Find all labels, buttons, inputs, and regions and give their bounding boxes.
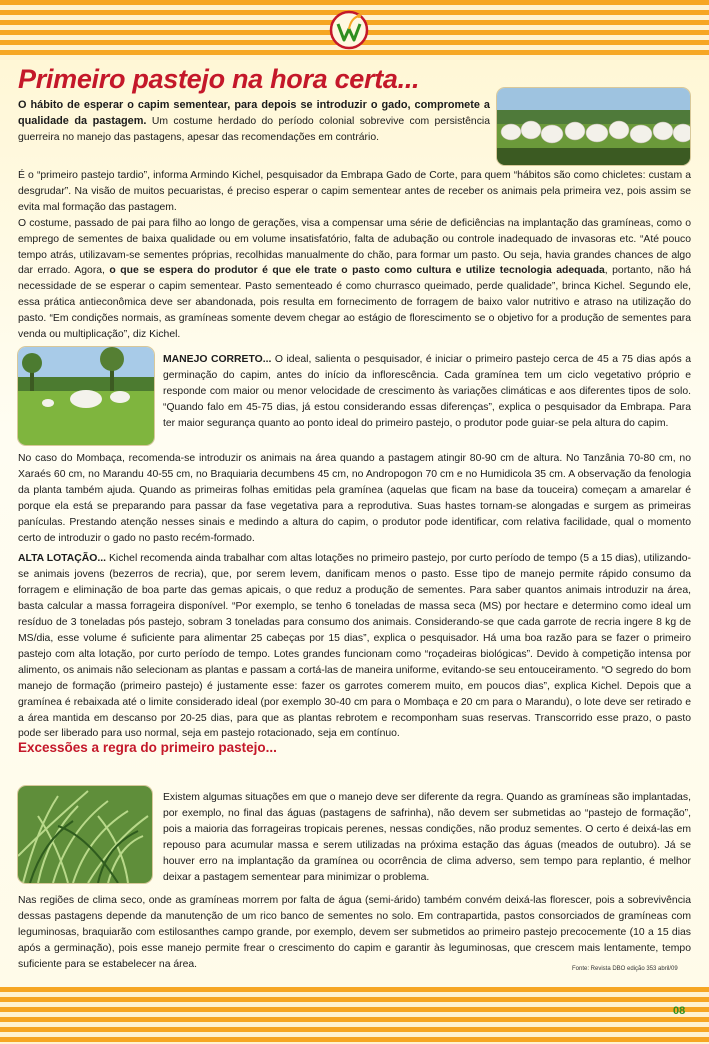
body-text-middle bbox=[18, 451, 691, 742]
logo-icon bbox=[329, 10, 369, 50]
page-number: 08 bbox=[673, 1005, 686, 1017]
intro-rest: Um costume herdado do período colonial sobrevive com persistência guerreira no manejo das pastagens, apesar das recomendações em contrário. bbox=[18, 115, 490, 143]
paragraph-2 bbox=[18, 216, 691, 343]
exceptions-text: Existem algumas situações em que o manejo deve ser diferente da regra. Quando as gramíneas são implantadas, por exemplo, no final das águas (pastagens de safrinha), não devem ser submetidas ao “pastejo de formação”, pois a maioria das forrageiras tropicais perenes, nessas condições, não produz sementes. O certo é deixá-las em repouso para acumular massa e serem utilizadas na próxima estação das águas (meados de outubro). Já se houver erro na implantação da gramínea ou ocorrência de clima adverso, sem tempo para replantio, é melhor deixar a pastagem sementear para minimizar o problema. bbox=[163, 792, 691, 883]
alta-paragraph bbox=[18, 551, 691, 742]
intro-paragraph bbox=[18, 98, 490, 146]
paragraph-2-bold: o que se espera do produtor é que ele trate o pasto como cultura e utilize tecnologia adequada bbox=[109, 265, 605, 277]
cows-pasture-photo bbox=[18, 347, 154, 445]
cattle-herd-photo bbox=[497, 88, 690, 165]
exceptions-heading: Excessões a regra do primeiro pastejo... bbox=[18, 740, 277, 755]
paragraph-4: Nas regiões de clima seco, onde as gramíneas morrem por falta de água (semi-árido) também convém deixá-las florescer, pois a sobrevivência dessas pastagens depende da manutenção de um rico banco de sementes no solo. Em contrapartida, pastos consorciados de gramíneas com leguminosas, braquiarão com estilosanthes campo grande, por exemplo, devem ser submetidos ao primeiro pastejo precocemente (10 a 15 dias após a germinação), pois esse manejo permite frear o crescimento do capim e garantir às leguminosas, que crescem mais lentamente, tempo suficiente para se estabelecer na área. bbox=[18, 895, 691, 970]
article-title: Primeiro pastejo na hora certa... bbox=[18, 64, 420, 94]
exceptions-paragraph bbox=[163, 790, 691, 885]
intro-lead: O hábito de esperar o capim sementear, para depois se introduzir o gado, compromete a qualidade da pastagem. bbox=[18, 99, 490, 127]
grass-closeup-photo bbox=[18, 786, 152, 883]
manejo-heading: MANEJO CORRETO... bbox=[163, 354, 272, 365]
manejo-text: O ideal, salienta o pesquisador, é iniciar o primeiro pastejo cerca de 45 a 75 dias após a germinação do capim, antes do início da inflorescência. Cada gramínea tem um ciclo vegetativo próprio e responde com maior ou menor velocidade de crescimento às variações climáticas e aos diferentes tipos de solo. “Quando falo em 45-75 dias, já estou considerando essas diferenças”, explica o pesquisador da Embrapa. Para ter maior segurança quanto ao ponto ideal do primeiro pastejo, o produtor pode guiar-se pela altura do capim. bbox=[163, 354, 691, 429]
paragraph-3: No caso do Mombaça, recomenda-se introduzir os animais na área quando a pastagem atingir 80-90 cm de altura. No Tanzânia 70-80 cm, no Xaraés 60 cm, no Marandu 40-55 cm, no Braquiaria decumbens 45 cm, no Andropogon 70 cm e no Humidicola 35 cm. A observação da fenologia da planta também ajuda. Quando as primeiras folhas emitidas pela gramínea (aquelas que ficam na base da touceira) começam a amarelar é porque ela está se preparando para passar da fase vegetativa para a reprodutiva. Suas hastes tornam-se alongadas e surgem as primeiras panículas. Prestando atenção nesses sinais e medindo a altura do capim, o produtor pode identificar, com relativa facilidade, qual o momento certo de introduzir o gado no pasto recém-formado. bbox=[18, 453, 691, 544]
manejo-paragraph bbox=[163, 352, 691, 432]
paragraph-1: É o “primeiro pastejo tardio”, informa Armindo Kichel, pesquisador da Embrapa Gado de Corte, para quem “hábitos são como chicletes: custam a desgrudar”. Na visão de muitos pecuaristas, é preciso esperar o capim sementear antes de receber os animais pela primeira vez, pois assim se evita mal formação das pastagem. bbox=[18, 170, 691, 213]
alta-text: Kichel recomenda ainda trabalhar com altas lotações no primeiro pastejo, por curto período de tempo (5 a 15 dias), utilizando-se animais jovens (bezerros de recria), que, por serem levem, danificam menos o pasto. Esse tipo de manejo permite rápido consumo da forragem e eliminação de boa parte das gemas apicais, o que reduz a produção de sementes. Para saber quantos animais introduzir na área, basta calcular a massa forrageira disponível. “Por exemplo, se tenho 6 toneladas de massa seca (MS) por hectare e determino como ideal um resíduo de 3 toneladas pós pastejo, sobram 3 toneladas para consumo dos animais. Considerando-se que cada garrote de recria ingere 8 kg de MS/dia, esse volume é suficiente para alimentar 25 cabeças por 15 dias”, explica o pesquisador. Há uma boa razão para se fazer o primeiro pastejo com alta lotação, por curto período de tempo. Lotes grandes funcionam como “roçadeiras biológicas”. Devido à competição intensa por alimento, os animais não selecionam as plantas e passam a cortá-las de maneira uniforme, evitando-se seu entouceiramento. “O segredo do bom manejo de formação (primeiro pastejo) é justamente esse: fazer os garrotes comerem muito, em poucos dias”, explica Kichel. Depois que a gramínea é rebaixada até o limite considerado ideal (por exemplo 30-40 cm para o Mombaça e 20 cm para o Marandu), o lote deve ser retirado e a área mantida em descanso por 20-25 dias, para que as plantas rebrotem e recomponham suas reservas. Transcorrido esse prazo, o pasto pode ser liberado para uso normal, seja em pastejo rotacionado, seja em contínuo. bbox=[18, 553, 691, 740]
paragraph-2-a: O costume, passado de pai para filho ao longo de gerações, visa a compensar uma série de deficiências na implantação das gramíneas, como o emprego de sementes de baixa qualidade ou em volume insatisfatório, falta de adubação ou controle inadequado de invasoras etc. “Até pouco tempo atrás, utilizavam-se sementes próprias, recolhidas manualmente do chão, para formar um pasto. Ou seja, havia grandes chances de algo dar errado. Agora, bbox=[18, 217, 691, 277]
final-paragraph bbox=[18, 893, 691, 973]
source-credit: Fonte: Revista DBO edição 353 abril/09 bbox=[572, 966, 678, 972]
footer-stripes bbox=[0, 987, 709, 1044]
paragraph-2-c: , portanto, não há necessidade de se esperar o capim sementear. Pasto sementeado é como churrasco queimado, perde qualidade”, brinca Kichel. Segundo ele, essa prática antieconômica deve ser abandonada, pois resulta em fornecimento de forragem de baixo valor nutritivo e atraso na utilização do pasto. “Em condições normais, as gramíneas somente devem chegar ao estágio de florescimento se o objetivo for a produção de sementes para venda ou multiplicação”, diz Kichel. bbox=[18, 265, 692, 341]
alta-heading: ALTA LOTAÇÃO... bbox=[18, 553, 106, 565]
body-text-top bbox=[18, 168, 691, 343]
